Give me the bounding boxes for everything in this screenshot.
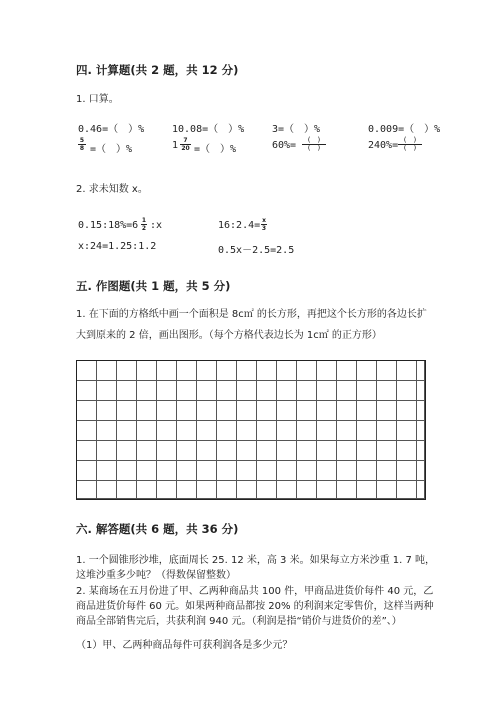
question-5-1-line-1: 1. 在下面的方格纸中画一个面积是 8c㎡ 的长方形，再把这个长方形的各边长扩 [76,309,427,320]
calc-item-8-text: 240%= [368,140,399,151]
equation-2-fraction: x 3 [261,217,267,232]
equation-1-left: 0.15:18%=6 [78,220,139,231]
question-6-1-line-1: 1. 一个圆锥形沙堆，底面周长 25. 12 米，高 3 米。如果每立方米沙重 1. 7 吨， [76,555,436,566]
calc-item-3: 3=（ ）% [272,124,321,135]
calc-item-5-fraction: 5 8 [79,137,85,152]
equation-1-right: :x [150,220,163,231]
calc-item-5-rest: =（ ）% [90,144,133,155]
question-4-2-label: 2. 求未知数 x。 [76,184,148,195]
calc-item-8-fraction: ( ) ( ) [398,137,422,152]
calc-item-6-fraction: 7 20 [181,137,190,152]
calc-item-6-rest: =（ ）% [194,144,237,155]
equation-1-fraction: 1 2 [141,217,147,232]
calc-item-4: 0.009=（ ）% [368,124,441,135]
equation-4: 0.5x－2.5=2.5 [218,245,295,256]
question-6-2-sub-1: （1）甲、乙两种商品每件可获利润各是多少元？ [76,640,293,651]
calc-item-2: 10.08=（ ）% [172,124,245,135]
question-6-2-line-2: 商品进货价每件 60 元。如果两种商品都按 20% 的利润来定零售价，这样当两种 [76,601,434,612]
calc-item-6-whole: 1 [172,140,179,151]
section-6-heading: 六. 解答题(共 6 题，共 36 分) [76,522,239,536]
equation-2-left: 16:2.4= [218,220,261,231]
square-grid-paper [76,360,426,500]
section-4-heading: 四. 计算题(共 2 题，共 12 分) [76,63,239,77]
question-6-1-line-2: 这堆沙重多少吨？（得数保留整数） [76,570,236,581]
question-4-1-label: 1. 口算。 [76,94,119,105]
equation-3: x:24=1.25:1.2 [78,241,157,252]
question-5-1-line-2: 大到原来的 2 倍，画出图形。（每个方格代表边长为 1c㎡ 的正方形） [76,330,382,341]
calc-item-7-fraction: ( ) ( ) [302,137,326,152]
calc-item-1: 0.46=（ ）% [78,124,145,135]
calc-item-7-text: 60%= [272,140,297,151]
question-6-2-line-3: 商品全部销售完后，共获利润 940 元。（利润是指“销价与进货价的差”、） [76,616,402,627]
question-6-2-line-1: 2. 某商场在五月份进了甲、乙两种商品共 100 件，甲商品进货价每件 40 元，乙 [76,586,434,597]
section-5-heading: 五. 作图题(共 1 题，共 5 分) [76,279,231,293]
